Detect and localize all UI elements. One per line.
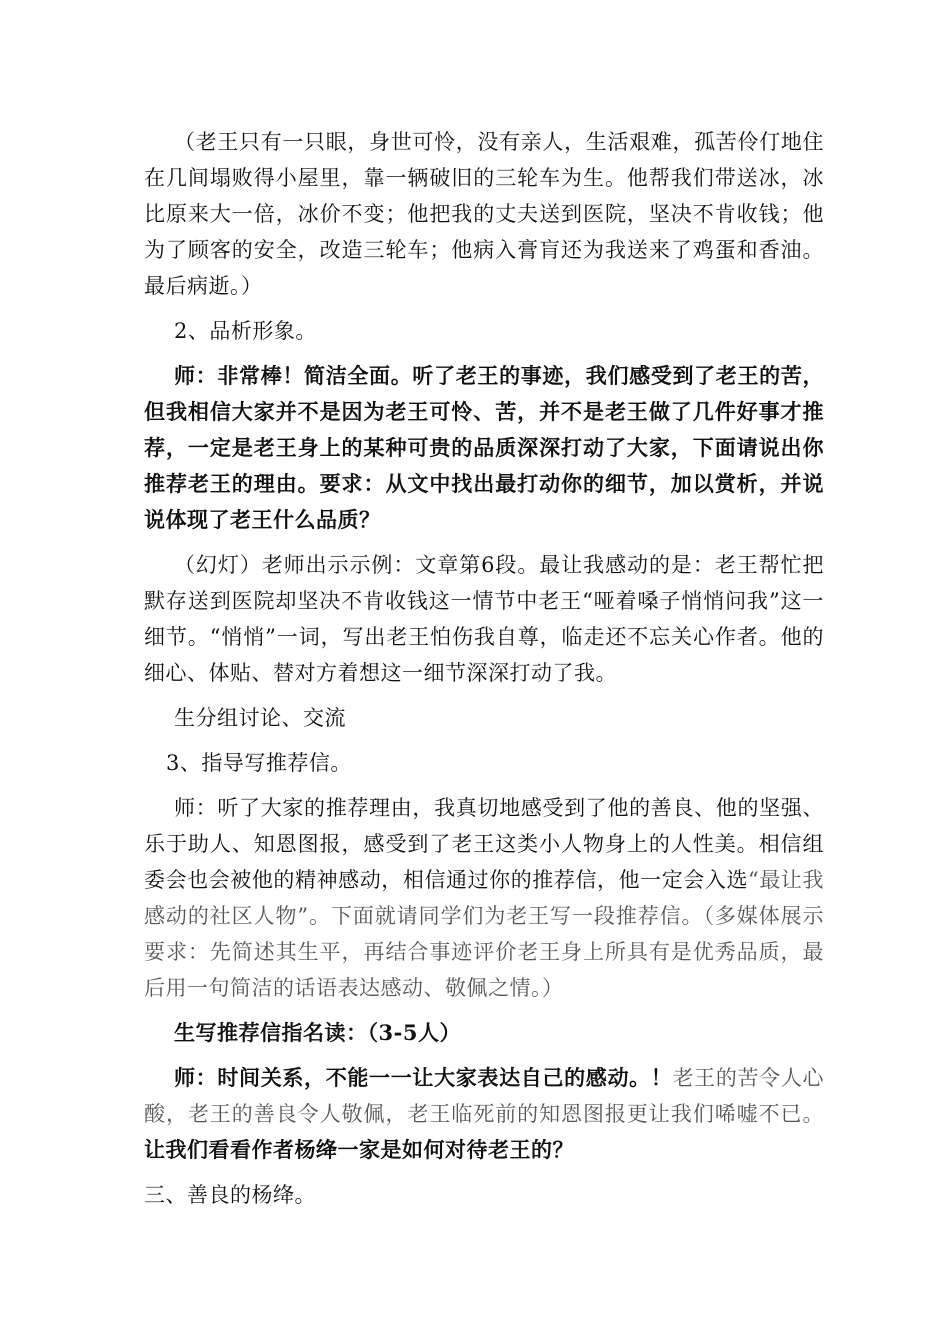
letter-requirement-text: “最让我感动的社区人物”。下面就请同学们为老王写一段推荐信。（多媒体展示要求：先简述其生平，再结合事迹评价老王身上所具有是优秀品质，最后用一句简洁的话语表达感动、敬佩之情。） [144,868,824,1000]
section-heading-yang-jiang: 三、善良的杨绛。 [144,1183,316,1207]
paragraph-teacher-letter [144,790,824,1006]
teacher-letter-text: 师：听了大家的推荐理由，我真切地感受到了他的善良、他的坚强、乐于助人、知恩图报，感受到了老王这类小人物身上的人性美。相信组委会也会被他的精神感动，相信通过你的推荐信，他一定会入选 [144,796,824,892]
paragraph-heading-analysis: 2、品析形象。 [174,319,317,343]
paragraph-student-reading: 生写推荐信指名读：（3-5人） [174,1020,461,1045]
paragraph-teacher-prompt: 师：非常棒！简洁全面。听了老王的事迹，我们感受到了老王的苦，但我相信大家并不是因为老王可怜、苦，并不是老王做了几件好事才推荐，一定是老王身上的某种可贵的品质深深打动了大家，下面请说出你推荐老王的理由。要求：从文中找出最打动你的细节，加以赏析，并说说体现了老王什么品质？ [144,363,824,532]
paragraph-slide-example: （幻灯）老师出示示例：文章第6段。最让我感动的是：老王帮忙把默存送到医院却坚决不肯收钱这一情节中老王“哑着嗓子悄悄问我”这一细节。“悄悄”一词，写出老王怕伤我自尊，临走还不忘关心作者。他的细心、体贴、替对方着想这一细节深深打动了我。 [144,553,824,685]
paragraph-teacher-closing [144,1060,824,1168]
closing-question-text: 让我们看看作者杨绛一家是如何对待老王的？ [144,1137,574,1162]
paragraph-heading-letter: 3、指导写推荐信。 [166,751,352,775]
closing-gray-text: 老王的苦令人心酸，老王的善良令人敬佩，老王临死前的知恩图报更让我们唏嘘不已。 [144,1066,825,1126]
closing-lead-text: 师：时间关系，不能一一让大家表达自己的感动。！ [174,1065,673,1090]
document-page [144,124,824,1222]
paragraph-group-discussion: 生分组讨论、交流 [174,706,346,730]
paragraph-summary: （老王只有一只眼，身世可怜，没有亲人，生活艰难，孤苦伶仃地住在几间塌败得小屋里，靠一辆破旧的三轮车为生。他帮我们带送冰，冰比原来大一倍，冰价不变；他把我的丈夫送到医院，坚决不肯收钱；他为了顾客的安全，改造三轮车；他病入膏肓还为我送来了鸡蛋和香油。最后病逝。） [144,130,824,298]
